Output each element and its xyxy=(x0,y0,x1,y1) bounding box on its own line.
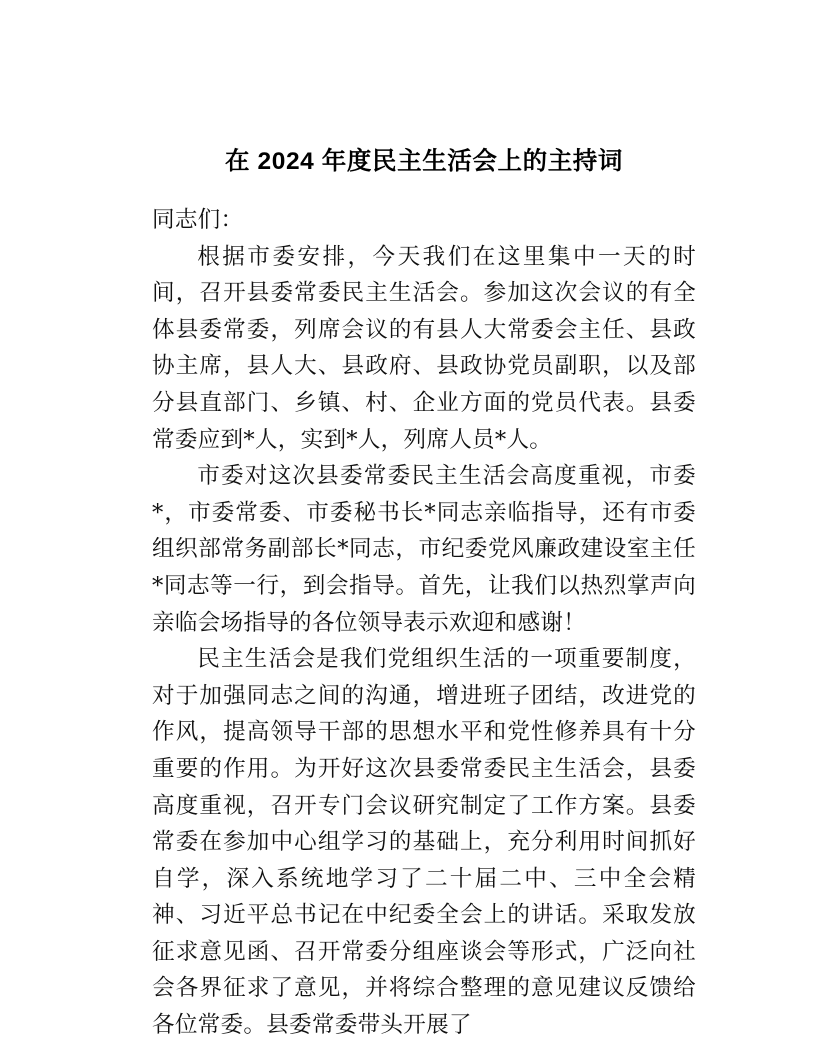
document-body xyxy=(152,202,696,1044)
body-paragraph-1: 根据市委安排，今天我们在这里集中一天的时间，召开县委常委民主生活会。参加这次会议的有全体县委常委，列席会议的有县人大常委会主任、县政协主席，县人大、县政府、县政协党员副职，以及部分县直部门、乡镇、村、企业方面的党员代表。县委常委应到*人，实到*人，列席人员*人。 xyxy=(152,243,696,453)
page-title: 在 2024 年度民主生活会上的主持词 xyxy=(224,148,623,175)
salutation-line: 同志们： xyxy=(152,207,244,233)
body-paragraph-2: 市委对这次县委常委民主生活会高度重视，市委*，市委常委、市委秘书长*同志亲临指导，还有市委组织部常务副部长*同志，市纪委党风廉政建设室主任*同志等一行，到会指导。首先，让我们以热烈掌声向亲临会场指导的各位领导表示欢迎和感谢！ xyxy=(152,463,696,636)
document-content xyxy=(152,0,696,1044)
body-paragraph-3: 民主生活会是我们党组织生活的一项重要制度，对于加强同志之间的沟通，增进班子团结，改进党的作风，提高领导干部的思想水平和党性修养具有十分重要的作用。为开好这次县委常委民主生活会，县委高度重视，召开专门会议研究制定了工作方案。县委常委在参加中心组学习的基础上，充分利用时间抓好自学，深入系统地学习了二十届二中、三中全会精神、习近平总书记在中纪委全会上的讲话。采取发放征求意见函、召开常委分组座谈会等形式，广泛向社会各界征求了意见，并将综合整理的意见建议反馈给各位常委。县委常委带头开展了 xyxy=(152,646,696,1039)
